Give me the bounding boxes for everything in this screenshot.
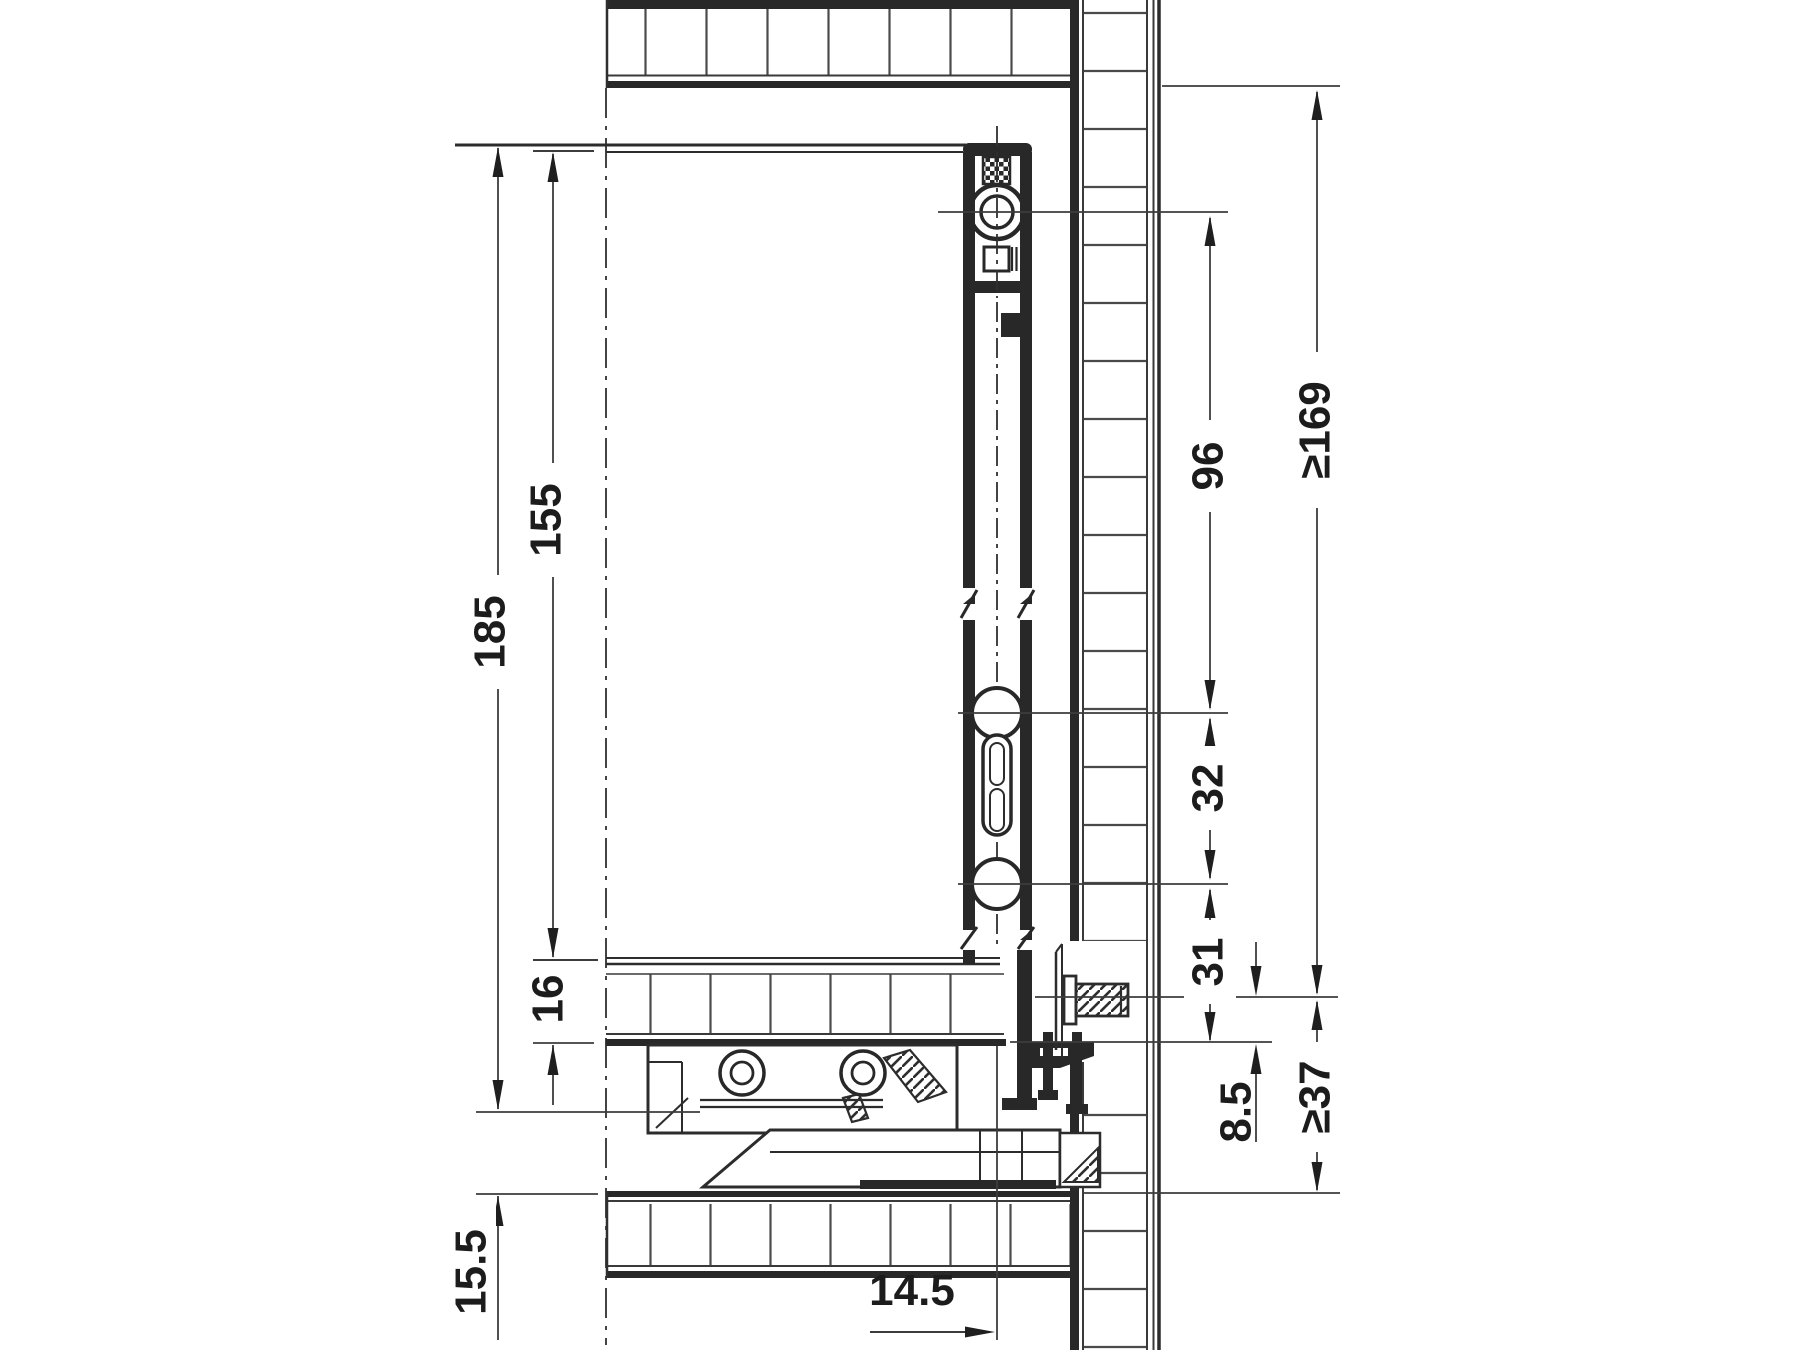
arrow-up-icon <box>1205 216 1216 246</box>
cabinet-top-panel <box>606 0 1070 88</box>
arrow-up-icon <box>1251 1044 1262 1074</box>
back-panel-inner-face <box>1070 0 1079 941</box>
arrow-down-icon <box>1312 965 1323 995</box>
arrow-up-icon <box>493 147 504 177</box>
runner-screw-front <box>720 1051 764 1095</box>
back-panel-hatch <box>1083 0 1147 941</box>
arrow-down-icon <box>1205 850 1216 880</box>
dimension-31 <box>1184 888 1237 1042</box>
drawer-bottom-hatch <box>606 974 1004 1034</box>
top-panel-hatch <box>606 9 1070 75</box>
rail-foot <box>1017 950 1032 1107</box>
arrow-up-icon <box>1205 888 1216 918</box>
dimension-32 <box>1184 717 1237 880</box>
dimension-155 <box>520 152 572 958</box>
top-panel-front-edge <box>606 0 1070 9</box>
drawer-rear-rail <box>961 126 1037 1110</box>
dimension-ge169 <box>1289 90 1343 995</box>
arrow-down-icon <box>1205 1012 1216 1042</box>
lower-rail-profile <box>703 1130 1060 1187</box>
arrow-right-icon <box>965 1327 995 1338</box>
bracket-bar-rear <box>1072 1032 1082 1108</box>
dimension-label-ge37: ≥37 <box>1290 1060 1340 1134</box>
dimension-label-16: 16 <box>523 974 573 1024</box>
arrow-down-icon <box>1312 1162 1323 1192</box>
dimension-label-96: 96 <box>1183 441 1233 491</box>
arrow-up-icon <box>548 152 559 182</box>
dimension-185 <box>464 147 516 1110</box>
dimension-label-32: 32 <box>1183 763 1233 813</box>
runner-screw-rear <box>841 1051 885 1095</box>
arrow-up-icon <box>1205 717 1216 747</box>
arrow-up-icon <box>1312 1000 1323 1030</box>
arrow-down-icon <box>548 928 559 958</box>
dimension-label-14-5: 14.5 <box>869 1266 955 1315</box>
drawer-side-top-edge <box>455 145 966 152</box>
arrow-up-icon <box>548 1045 559 1075</box>
dimension-96 <box>1184 216 1237 710</box>
dimension-label-31: 31 <box>1183 937 1233 987</box>
bottom-panel-hatch <box>606 1204 1070 1265</box>
rail-tab <box>1001 313 1020 337</box>
screw-collar <box>1064 976 1076 1024</box>
arrow-down-icon <box>1251 966 1262 996</box>
cabinet-bottom-panel <box>606 1191 1070 1278</box>
arrow-up-icon <box>1312 90 1323 120</box>
mounting-bracket <box>1056 944 1128 1058</box>
dimension-label-ge169: ≥169 <box>1290 381 1340 479</box>
top-panel-underside-edge <box>606 81 1070 88</box>
arrow-down-icon <box>1205 680 1216 710</box>
rail-base-flange <box>860 1180 1056 1189</box>
arrow-down-icon <box>493 1080 504 1110</box>
drawer-bottom-panel <box>533 958 1006 1046</box>
dimension-label-155: 155 <box>521 483 571 557</box>
dimension-label-8-5: 8.5 <box>1211 1081 1261 1143</box>
bottom-panel-top-edge <box>606 1191 1070 1197</box>
dimension-ge37 <box>1291 1000 1344 1192</box>
bottom-panel-under-edge <box>606 1271 1070 1278</box>
dimension-15-5 <box>446 1196 504 1340</box>
dimension-label-185: 185 <box>465 595 515 669</box>
dimension-label-15-5: 15.5 <box>446 1229 496 1315</box>
dimension-16 <box>524 975 573 1105</box>
